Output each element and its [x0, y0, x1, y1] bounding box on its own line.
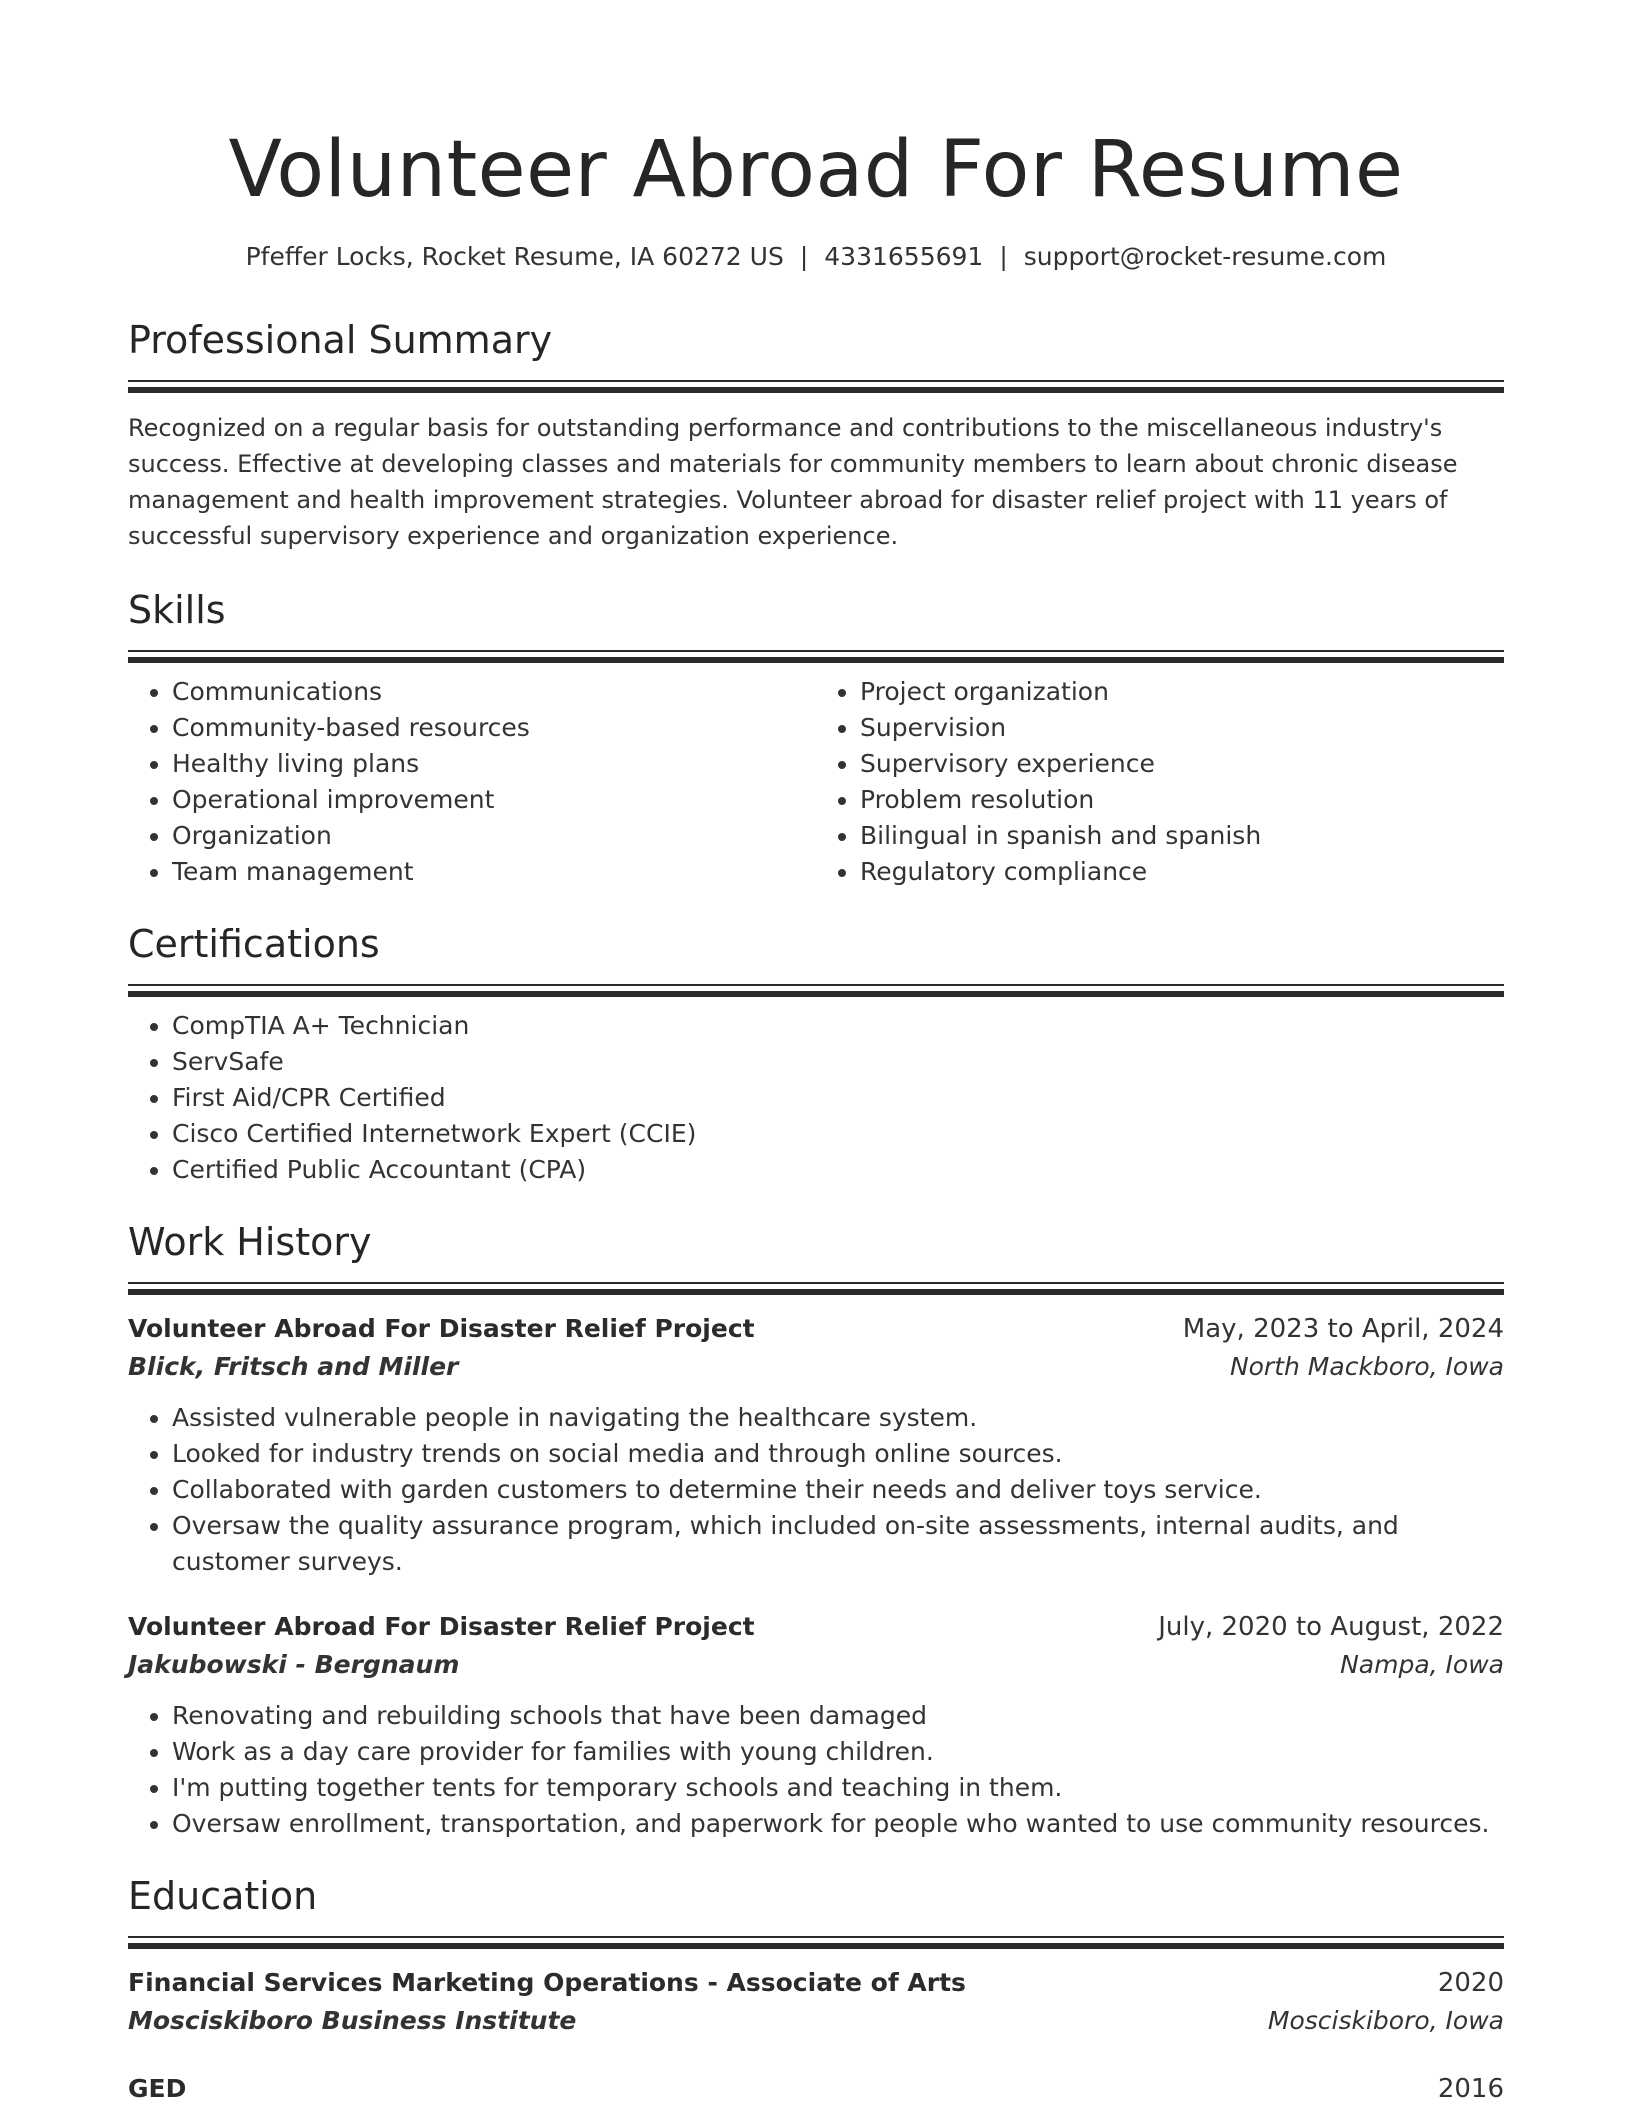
section-heading: Skills [128, 588, 226, 632]
skill-item: • Community-based resources [172, 710, 816, 746]
job-bullet: • Work as a day care provider for families with young children. [172, 1734, 1504, 1770]
section-divider [128, 1936, 1504, 1950]
certification-item: • CompTIA A+ Technician [172, 1008, 1504, 1044]
education-entry [128, 1964, 1504, 2040]
skill-item: • Operational improvement [172, 782, 816, 818]
job-header-row [128, 1310, 1504, 1348]
skills-list-left [128, 674, 816, 890]
section-heading: Certifications [128, 922, 380, 966]
resume-page [128, 0, 1504, 2108]
skills-section [128, 586, 1504, 890]
job-company-row [128, 1646, 1504, 1684]
job-dates: July, 2020 to August, 2022 [1158, 1612, 1504, 1642]
contact-email: support@rocket-resume.com [1023, 242, 1387, 271]
skill-item: • Communications [172, 674, 816, 710]
certifications-list [128, 1008, 1504, 1188]
job-bullets [128, 1698, 1504, 1842]
education-degree: GED [128, 2074, 187, 2103]
job-company: Jakubowski - Bergnaum [128, 1650, 460, 1679]
section-divider [128, 650, 1504, 664]
summary-text: Recognized on a regular basis for outstanding performance and contributions to the miscellaneous industry's success. Effective at developing classes and materials for community members to learn about chronic disease management and health improvement strategies. Volunteer abroad for disaster relief project with 11 years of successful supervisory experience and organization experience. [128, 414, 1458, 550]
skill-item: • Project organization [860, 674, 1504, 710]
skill-item: • Supervisory experience [860, 746, 1504, 782]
contact-separator: | [999, 242, 1008, 271]
education-school: Mosciskiboro Business Institute [128, 2006, 577, 2035]
job-bullet: • Oversaw enrollment, transportation, and paperwork for people who wanted to use community resources. [172, 1806, 1504, 1842]
skill-item: • Team management [172, 854, 816, 890]
job-company-row [128, 1348, 1504, 1386]
education-location: Mosciskiboro, Iowa [1267, 2006, 1504, 2035]
certification-item: • Cisco Certified Internetwork Expert (CCIE) [172, 1116, 1504, 1152]
job-bullet: • Renovating and rebuilding schools that have been damaged [172, 1698, 1504, 1734]
certification-item: • First Aid/CPR Certified [172, 1080, 1504, 1116]
certification-item: • Certified Public Accountant (CPA) [172, 1152, 1504, 1188]
certifications-section [128, 920, 1504, 1188]
skill-item: • Regulatory compliance [860, 854, 1504, 890]
skills-list-right [816, 674, 1504, 890]
skill-item: • Bilingual in spanish and spanish [860, 818, 1504, 854]
education-header-row [128, 2070, 1504, 2108]
job-bullet: • I'm putting together tents for temporary schools and teaching in them. [172, 1770, 1504, 1806]
contact-address: Pfeffer Locks, Rocket Resume, IA 60272 US [245, 242, 784, 271]
section-heading: Professional Summary [128, 318, 553, 362]
job-location: Nampa, Iowa [1340, 1650, 1504, 1679]
skill-item: • Problem resolution [860, 782, 1504, 818]
education-school-row [128, 2002, 1504, 2040]
job-title: Volunteer Abroad For Disaster Relief Project [128, 1612, 755, 1641]
job-bullet: • Collaborated with garden customers to determine their needs and deliver toys service. [172, 1472, 1504, 1508]
contact-phone: 4331655691 [824, 242, 984, 271]
work-history-section [128, 1218, 1504, 1842]
education-degree: Financial Services Marketing Operations - Associate of Arts [128, 1968, 966, 1997]
job-bullet: • Assisted vulnerable people in navigating the healthcare system. [172, 1400, 1504, 1436]
skill-item: • Healthy living plans [172, 746, 816, 782]
section-divider [128, 380, 1504, 394]
job-bullet: • Looked for industry trends on social media and through online sources. [172, 1436, 1504, 1472]
job-header-row [128, 1608, 1504, 1646]
contact-separator: | [799, 242, 809, 271]
section-divider [128, 984, 1504, 998]
education-entry [128, 2070, 1504, 2108]
job-bullet: • Oversaw the quality assurance program, which included on-site assessments, internal audits, and customer surveys. [172, 1508, 1504, 1580]
job-title: Volunteer Abroad For Disaster Relief Project [128, 1314, 755, 1343]
job-company: Blick, Fritsch and Miller [128, 1352, 459, 1381]
section-heading: Education [128, 1874, 318, 1918]
education-section [128, 1872, 1504, 2108]
skill-item: • Supervision [860, 710, 1504, 746]
skills-columns [128, 674, 1504, 890]
job-entry [128, 1310, 1504, 1580]
skill-item: • Organization [172, 818, 816, 854]
certification-item: • ServSafe [172, 1044, 1504, 1080]
job-location: North Mackboro, Iowa [1229, 1352, 1504, 1381]
contact-line [128, 240, 1504, 274]
resume-title: Volunteer Abroad For Resume [228, 125, 1404, 215]
job-bullets [128, 1400, 1504, 1580]
education-header-row [128, 1964, 1504, 2002]
section-heading: Work History [128, 1220, 372, 1264]
education-year: 2016 [1437, 2074, 1504, 2104]
section-divider [128, 1282, 1504, 1296]
summary-section [128, 316, 1504, 554]
job-entry [128, 1608, 1504, 1842]
job-dates: May, 2023 to April, 2024 [1182, 1314, 1504, 1344]
education-year: 2020 [1437, 1968, 1504, 1998]
